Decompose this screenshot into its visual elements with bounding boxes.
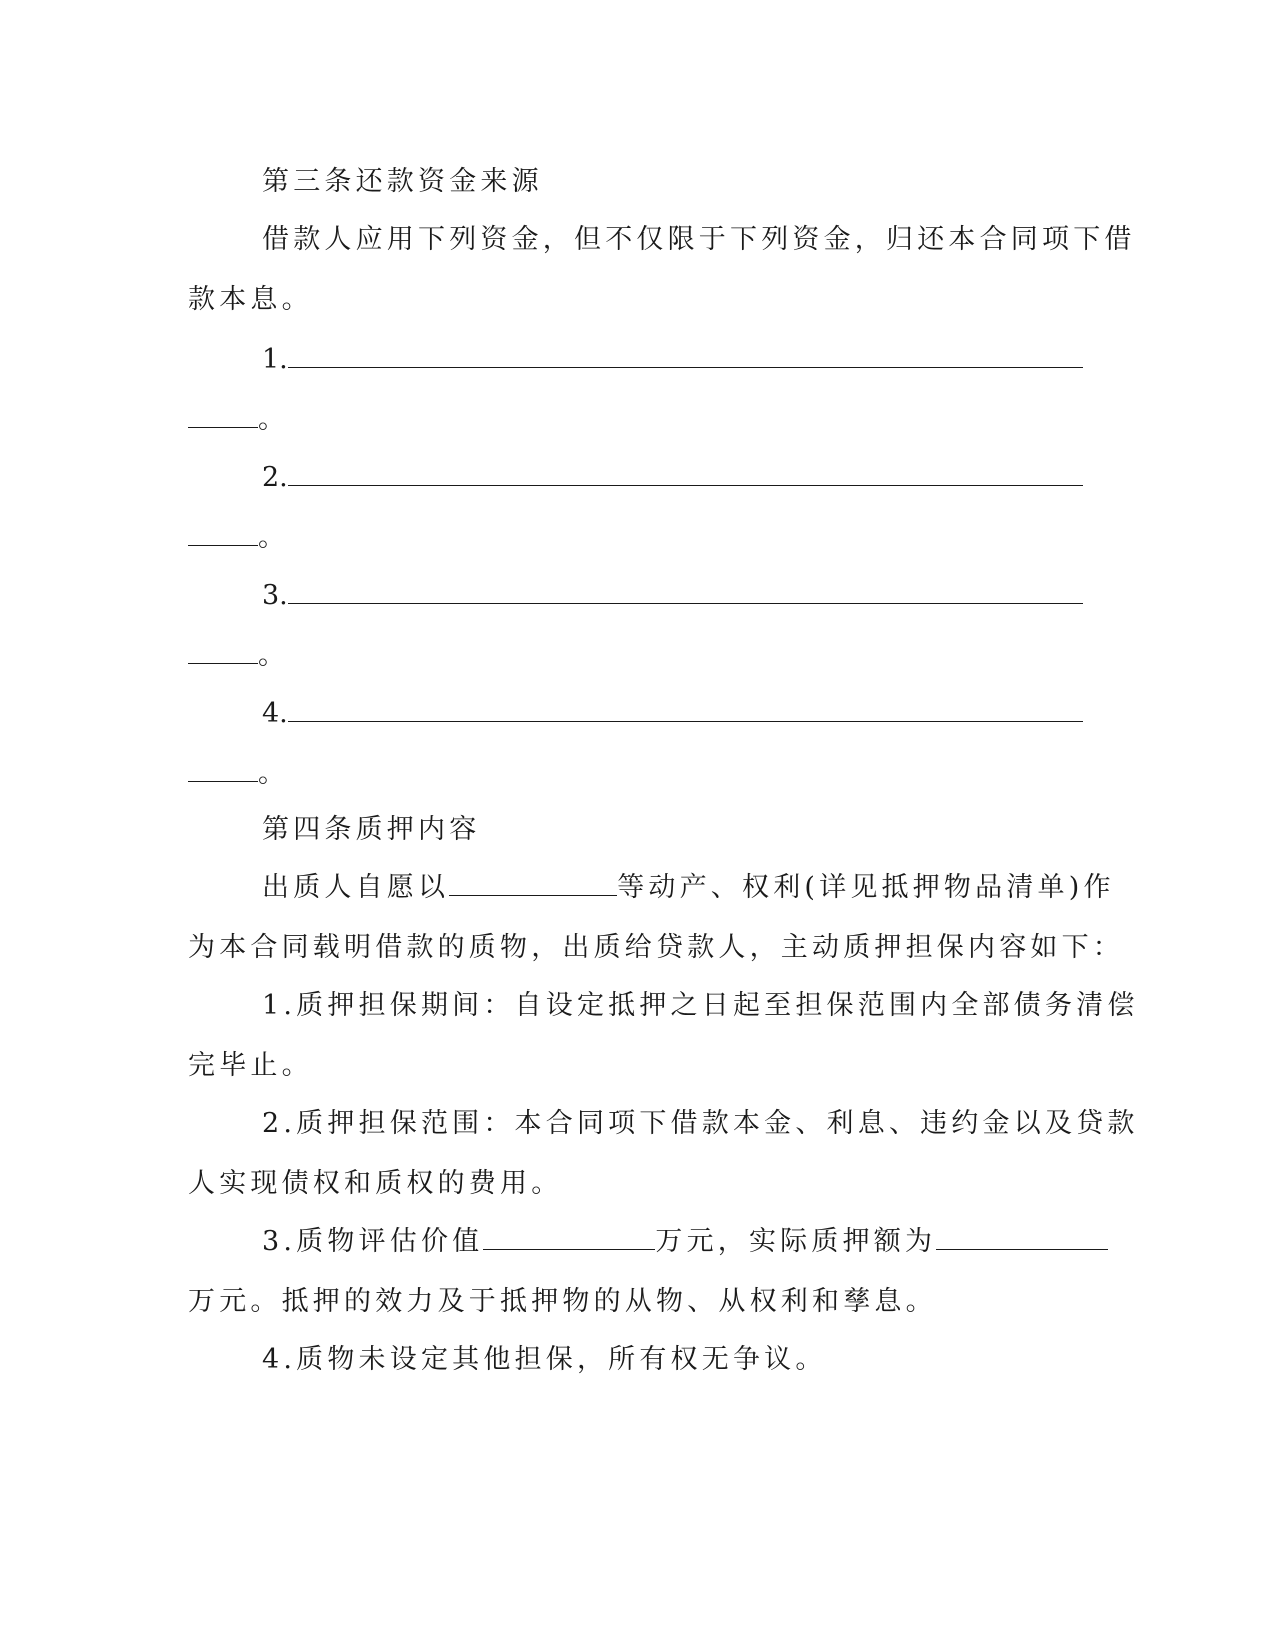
item-number: 4. <box>262 698 288 729</box>
blank-field[interactable] <box>188 519 258 546</box>
article3-item-4-tail <box>188 754 1088 794</box>
item3-text-b: 万元，实际质押额为 <box>655 1226 937 1257</box>
article4-item2-line1: 2.质押担保范围：本合同项下借款本金、利息、违约金以及贷款 <box>262 1108 1139 1139</box>
p1-text-a: 出质人自愿以 <box>262 872 450 903</box>
article4-item3-line1 <box>262 1222 1088 1262</box>
item-end-mark: 。 <box>258 758 285 789</box>
blank-field[interactable] <box>449 869 617 896</box>
article4-item1-line2: 完毕止。 <box>188 1050 313 1081</box>
blank-field[interactable] <box>188 637 258 664</box>
blank-field[interactable] <box>288 341 1083 368</box>
article3-item-4 <box>262 694 1088 734</box>
article3-intro-line2: 款本息。 <box>188 284 313 315</box>
article4-p1-line2: 为本合同载明借款的质物，出质给贷款人，主动质押担保内容如下： <box>188 932 1124 963</box>
blank-field[interactable] <box>288 695 1083 722</box>
article3-item-2-tail <box>188 518 1088 558</box>
article4-item4: 4.质物未设定其他担保，所有权无争议。 <box>262 1344 827 1375</box>
item-end-mark: 。 <box>258 404 285 435</box>
article4-title: 第四条质押内容 <box>262 814 481 845</box>
article4-item2-line2: 人实现债权和质权的费用。 <box>188 1168 563 1199</box>
item-number: 1. <box>262 344 288 375</box>
article4-item1-line1: 1.质押担保期间：自设定抵押之日起至担保范围内全部债务清偿 <box>262 990 1139 1021</box>
article3-item-2 <box>262 458 1088 498</box>
item3-text-a: 3.质物评估价值 <box>262 1226 484 1257</box>
article3-item-3 <box>262 576 1088 616</box>
blank-field[interactable] <box>188 401 258 428</box>
blank-field[interactable] <box>936 1223 1108 1250</box>
item-number: 3. <box>262 580 288 611</box>
article4-p1-line1 <box>262 868 1115 908</box>
blank-field[interactable] <box>288 459 1083 486</box>
blank-field[interactable] <box>288 577 1083 604</box>
article3-intro-line1: 借款人应用下列资金，但不仅限于下列资金，归还本合同项下借 <box>262 224 1136 255</box>
article3-title: 第三条还款资金来源 <box>262 166 543 197</box>
item-end-mark: 。 <box>258 640 285 671</box>
p1-text-b: 等动产、权利(详见抵押物品清单)作 <box>617 872 1115 903</box>
article4-item3-line2: 万元。抵押的效力及于抵押物的从物、从权利和孳息。 <box>188 1286 937 1317</box>
article3-item-1 <box>262 340 1088 380</box>
item-end-mark: 。 <box>258 522 285 553</box>
blank-field[interactable] <box>188 755 258 782</box>
blank-field[interactable] <box>483 1223 655 1250</box>
article3-item-3-tail <box>188 636 1088 676</box>
article3-item-1-tail <box>188 400 1088 440</box>
item-number: 2. <box>262 462 288 493</box>
